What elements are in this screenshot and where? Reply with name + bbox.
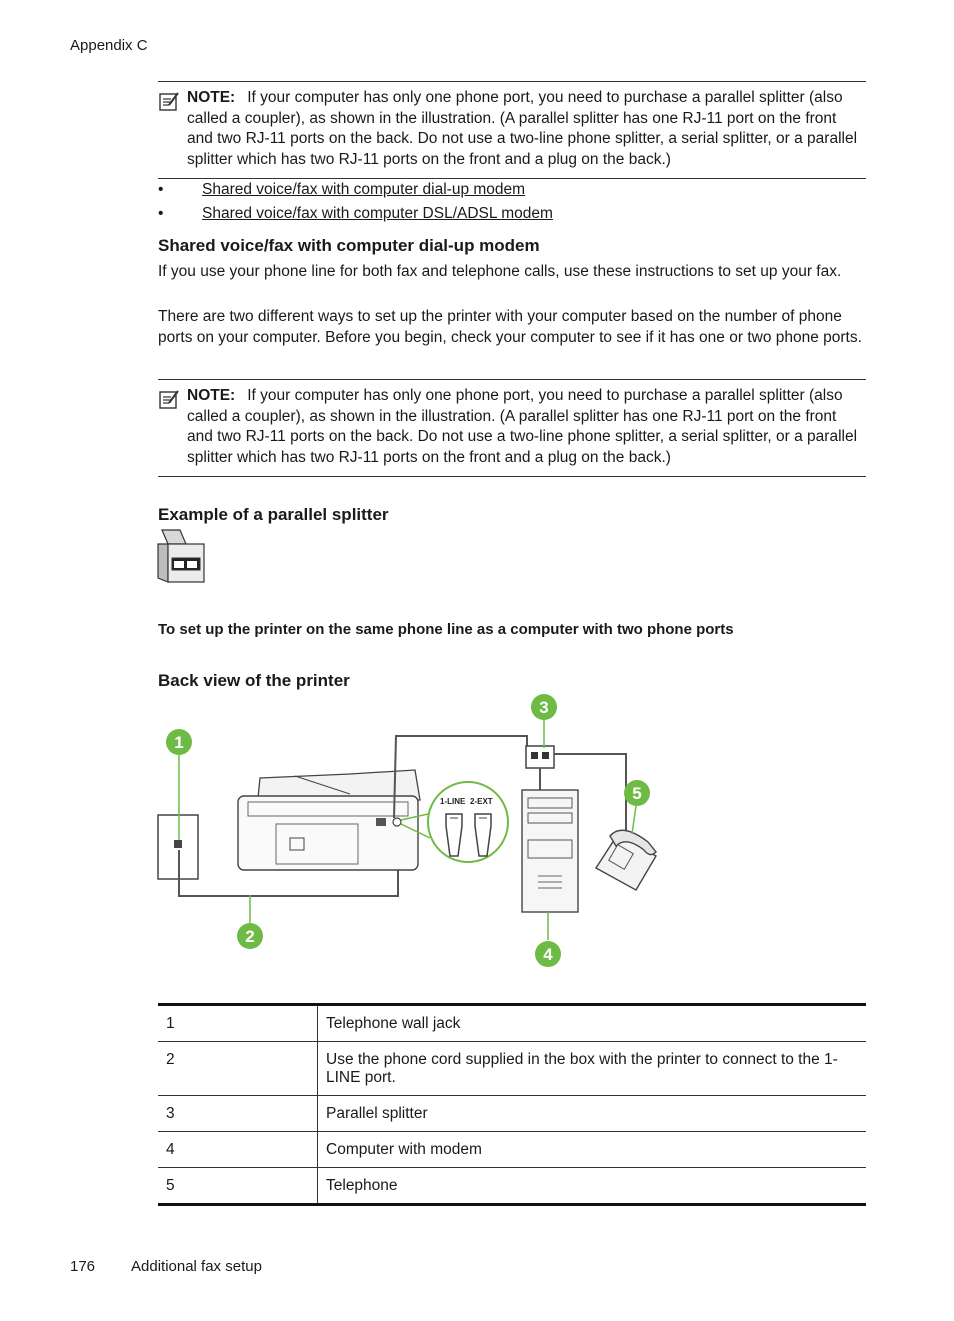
callout-1-label: 1 bbox=[174, 733, 184, 752]
legend-description: Telephone wall jack bbox=[318, 1005, 867, 1042]
splitter-box bbox=[526, 746, 554, 768]
note-text: If your computer has only one phone port, you need to purchase a parallel splitter (also called a coupler), as shown in the illustration. (A parallel splitter has one RJ-11 port on the front and two RJ-11 ports on the back. Do not use a two-line phone splitter, a serial splitter, or a parallel splitter which has two RJ-11 ports on the front and a plug on the back.) bbox=[187, 387, 858, 466]
callout-4 bbox=[535, 941, 561, 967]
printer-illustration bbox=[238, 770, 420, 870]
page-header: Appendix C bbox=[70, 37, 148, 54]
table-row bbox=[158, 1132, 866, 1168]
section-heading: Shared voice/fax with computer dial-up modem bbox=[158, 236, 540, 255]
table-row bbox=[158, 1168, 866, 1205]
table-row bbox=[158, 1005, 866, 1042]
legend-description: Parallel splitter bbox=[318, 1096, 867, 1132]
callout-2 bbox=[237, 923, 263, 949]
note-text: If your computer has only one phone port, you need to purchase a parallel splitter (also called a coupler), as shown in the illustration. (A parallel splitter has one RJ-11 port on the front and two RJ-11 ports on the back. Do not use a two-line phone splitter, a serial splitter, or a parallel splitter which has two RJ-11 ports on the front and a plug on the back.) bbox=[187, 89, 858, 168]
section-paragraph-1: If you use your phone line for both fax and telephone calls, use these instructions to set up your fax. bbox=[158, 263, 842, 280]
port-label-line: 1-LINE bbox=[440, 797, 466, 806]
legend-number: 4 bbox=[158, 1132, 318, 1168]
legend-description: Telephone bbox=[326, 1177, 398, 1194]
callout-5-leader bbox=[632, 806, 636, 834]
note-box bbox=[158, 379, 866, 477]
table-row bbox=[158, 1042, 866, 1096]
link-list bbox=[158, 180, 866, 228]
note-label: NOTE: bbox=[187, 387, 236, 404]
splitter-heading: Example of a parallel splitter bbox=[158, 505, 389, 524]
callout-3 bbox=[531, 694, 557, 720]
note-icon bbox=[158, 388, 180, 410]
legend-description: Use the phone cord supplied in the box with the printer to connect to the 1-LINE port. bbox=[318, 1042, 867, 1096]
callout-2-label: 2 bbox=[245, 927, 255, 946]
telephone-illustration bbox=[596, 830, 656, 890]
list-item bbox=[158, 204, 866, 228]
bullet: • bbox=[158, 205, 164, 222]
callout-3-label: 3 bbox=[539, 698, 549, 717]
callout-4-label: 4 bbox=[543, 945, 553, 964]
link-dsl-modem[interactable]: Shared voice/fax with computer DSL/ADSL modem bbox=[202, 205, 553, 222]
page-number: 176 bbox=[70, 1258, 96, 1275]
link-dialup-modem[interactable]: Shared voice/fax with computer dial-up modem bbox=[202, 181, 526, 198]
legend-number: 1 bbox=[158, 1005, 318, 1042]
table-row bbox=[158, 1096, 866, 1132]
legend-description: Computer with modem bbox=[318, 1132, 867, 1168]
wiring-diagram bbox=[150, 690, 670, 972]
note-icon bbox=[158, 90, 180, 112]
list-item bbox=[158, 180, 866, 204]
parallel-splitter-illustration bbox=[156, 528, 208, 586]
port-label-ext: 2-EXT bbox=[470, 797, 493, 806]
note-box bbox=[158, 81, 866, 179]
footer-title: Additional fax setup bbox=[131, 1258, 262, 1275]
legend-number: 3 bbox=[158, 1096, 318, 1132]
callout-5 bbox=[624, 780, 650, 806]
note-label: NOTE: bbox=[187, 89, 236, 106]
section-paragraph-2: There are two different ways to set up the printer with your computer based on the number of phone ports on your computer. Before you begin, check your computer to see if it has one or two phone ports. bbox=[158, 308, 862, 346]
callout-5-label: 5 bbox=[632, 784, 642, 803]
port-zoom-circle bbox=[428, 782, 508, 862]
callout-1 bbox=[166, 729, 192, 755]
legend-number: 2 bbox=[158, 1042, 318, 1096]
procedure-heading: To set up the printer on the same phone line as a computer with two phone ports bbox=[158, 621, 734, 638]
legend-table bbox=[158, 1003, 866, 1206]
computer-tower bbox=[522, 790, 578, 912]
bullet: • bbox=[158, 181, 164, 198]
legend-number: 5 bbox=[158, 1168, 318, 1205]
back-view-heading: Back view of the printer bbox=[158, 671, 350, 690]
